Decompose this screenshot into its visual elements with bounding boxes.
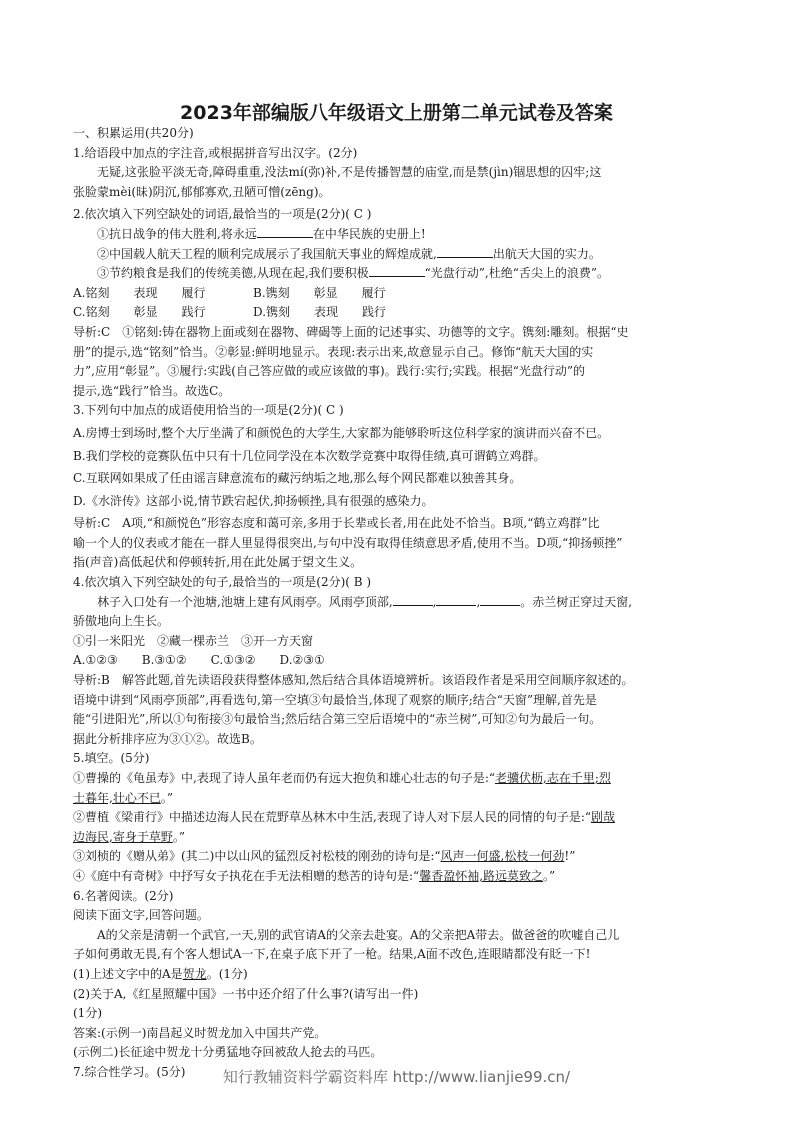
section-heading: 一、积累运用(共20分) (73, 126, 194, 140)
q2-options-ab: A.铭刻 表现 履行 B.镌刻 彰显 履行 (73, 285, 386, 300)
answer-blank (437, 245, 493, 258)
q6-answer-1: 答案:(示例一)南昌起义时贺龙加入中国共产党。 (73, 1025, 327, 1040)
answer-blank (393, 593, 433, 606)
q5-stem: 5.填空。(5分) (73, 751, 150, 766)
q2-stem: 2.依次填入下列空缺处的词语,最恰当的一项是(2分)( C ) (73, 207, 372, 222)
answer-blank (436, 593, 476, 606)
q4-choices: A.①②③ B.③①② C.①③② D.②③① (73, 653, 325, 668)
exam-content (73, 124, 723, 1083)
q4-guide-2: 语境中讲到“风雨亭顶部”,再看选句,第一空填③句最恰当,体现了观察的顺序;结合“天窗”理解,首先是 (73, 692, 597, 707)
q5-item-1: ①曹操的《龟虽寿》中,表现了诗人虽年老而仍有远大抱负和雄心壮志的句子是:“老骥伏枥,志在千里;烈 (73, 771, 611, 785)
q4-guide-3: 能“引进阳光”,所以①句衔接③句最恰当;然后结合第三空后语境中的“赤兰树”,可知②句为最后一句。 (73, 712, 602, 727)
q2-guide-1: 导析:C ①铭刻:铸在器物上面或刻在器物、碑碣等上面的记述事实、功德等的文字。镌刻:雕刻。根据“史 (73, 324, 629, 339)
answer-blank (369, 264, 425, 277)
q3-option-d: D.《水浒传》这部小说,情节跌宕起伏,抑扬顿挫,具有很强的感染力。 (73, 493, 434, 508)
q3-guide-1: 导析:C A项,“和颜悦色”形容态度和蔼可亲,多用于长辈或长者,用在此处不恰当。B项,“鹤立鸡群”比 (73, 516, 600, 531)
q3-option-b: B.我们学校的竞赛队伍中只有十几位同学没在本次数学竞赛中取得佳绩,真可谓鹤立鸡群。 (73, 448, 546, 463)
answer-blank (480, 593, 520, 606)
q4-passage-1: 林子入口处有一个池塘,池塘上建有风雨亭。风雨亭顶部, , , 。赤兰树正穿过天窗, (97, 594, 633, 609)
q3-option-c: C.互联网如果成了任由谣言肆意流布的藏污纳垢之地,那么每个网民都难以独善其身。 (73, 471, 522, 486)
q4-guide-1: 导析:B 解答此题,首先读语段获得整体感知,然后结合具体语境辨析。该语段作者是采用空间顺序叙述的。 (73, 673, 634, 688)
q6-sub-2: (2)关于A,《红星照耀中国》一书中还介绍了什么事?(请写出一件) (73, 986, 419, 1001)
q5-item-4: ④《庭中有奇树》中抒写女子执花在手无法相赠的愁苦的诗句是:“馨香盈怀袖,路远莫致之。” (73, 868, 556, 883)
answer-text: 贺龙 (182, 966, 207, 981)
q1-text-line-2: 张脸蒙mèi(昧)阴沉,郁郁寡欢,丑陋可憎(zēng)。 (73, 184, 331, 199)
q2-guide-3: 力”,应用“彰显”。③履行:实践(自己答应做的或应该做的事)。践行:实行;实践。根据“光盘行动”的 (73, 364, 585, 379)
q3-stem: 3.下列句中加点的成语使用恰当的一项是(2分)( C ) (73, 403, 344, 418)
q6-answer-2: (示例二)长征途中贺龙十分勇猛地夺回被敌人抢去的马匹。 (73, 1045, 383, 1060)
q7-stem: 7.综合性学习。(5分) (73, 1064, 186, 1079)
q5-item-1-cont: 士暮年,壮心不已。” (73, 790, 173, 805)
q6-passage-2: 子如何勇敢无畏,有个客人想试A一下,在桌子底下开了一枪。结果,A面不改色,连眼睛都没有眨一下! (73, 947, 591, 962)
q2-sentence-1: ①抗日战争的伟大胜利,将永远 在中华民族的史册上! (97, 226, 426, 241)
q3-guide-2: 喻一个人的仪表或才能在一群人里显得很突出,与句中没有取得佳绩意思矛盾,使用不当。D项,“抑扬顿挫” (73, 535, 623, 550)
q4-passage-2: 骄傲地向上生长。 (73, 614, 170, 629)
answer-text: 剧哉 (591, 810, 616, 825)
q4-stem: 4.依次填入下列空缺处的句子,最恰当的一项是(2分)( B ) (73, 575, 372, 590)
q6-passage-1: A的父亲是清朝一个武官,一天,别的武官请A的父亲去赴宴。A的父亲把A带去。做爸爸的吹嘘自己儿 (97, 927, 620, 942)
q3-option-a: A.房博士到场时,整个大厅坐满了和颜悦色的大学生,大家都为能够聆听这位科学家的演讲而兴奋不已。 (73, 425, 610, 440)
footer-watermark: 知行教辅资料学霸资料库 http://www.lianjie99.cn/ (222, 1068, 571, 1086)
q3-guide-3: 指(声音)高低起伏和停顿转折,用在此处属于望文生义。 (73, 555, 363, 570)
q6-sub-2-points: (1分) (73, 1006, 102, 1021)
q6-sub-1: (1)上述文字中的A是贺龙。(1分) (73, 966, 248, 981)
page-title: 2023年部编版八年级语文上册第二单元试卷及答案 (180, 102, 613, 124)
q2-guide-2: 册”的提示,选“铭刻”恰当。②彰显:鲜明地显示。表现:表示出来,故意显示自己。修饰“航天大国的实 (73, 344, 594, 359)
answer-text: 边海民,寄身于草野 (73, 829, 173, 844)
q1-text-line-1: 无疑,这张脸平淡无奇,障碍重重,没法mí(弥)补,不是传播智慧的庙堂,而是禁(jìn)锢思想的囚牢;这 (97, 165, 602, 180)
q2-guide-4: 提示,选“践行”恰当。故选C。 (73, 383, 231, 398)
answer-text: 风声一何盛,松枝一何劲 (440, 849, 565, 864)
q2-options-cd: C.铭刻 彰显 践行 D.镌刻 表现 践行 (73, 305, 387, 320)
q5-item-3: ③刘桢的《赠从弟》(其二)中以山风的猛烈反衬松枝的刚劲的诗句是:“风声一何盛,松枝一何劲!” (73, 849, 576, 864)
answer-text: 馨香盈怀袖,路远莫致之 (419, 868, 544, 883)
q2-sentence-2: ②中国载人航天工程的顺利完成展示了我国航天事业的辉煌成就, 出航天大国的实力。 (97, 246, 601, 261)
q1-stem: 1.给语段中加点的字注音,或根据拼音写出汉字。(2分) (73, 145, 358, 160)
answer-blank (257, 225, 313, 238)
answer-text: 老骥伏枥,志在千里;烈 (495, 771, 611, 785)
q2-sentence-3: ③节约粮食是我们的传统美德,从现在起,我们要积极 “光盘行动”,杜绝“舌尖上的浪费”。 (97, 266, 609, 281)
answer-text: 士暮年,壮心不已 (73, 790, 161, 805)
q5-item-2: ②曹植《梁甫行》中描述边海人民在荒野草丛林木中生活,表现了诗人对下层人民的同情的句子是:“剧哉 (73, 810, 616, 825)
q5-item-2-cont: 边海民,寄身于草野。” (73, 829, 185, 844)
q4-guide-4: 据此分析排序应为③①②。故选B。 (73, 731, 262, 746)
q6-intro: 阅读下面文字,回答问题。 (73, 908, 209, 923)
q6-stem: 6.名著阅读。(2分) (73, 888, 174, 903)
q4-sentence-options: ①引一米阳光 ②藏一棵赤兰 ③开一方天窗 (73, 633, 314, 648)
